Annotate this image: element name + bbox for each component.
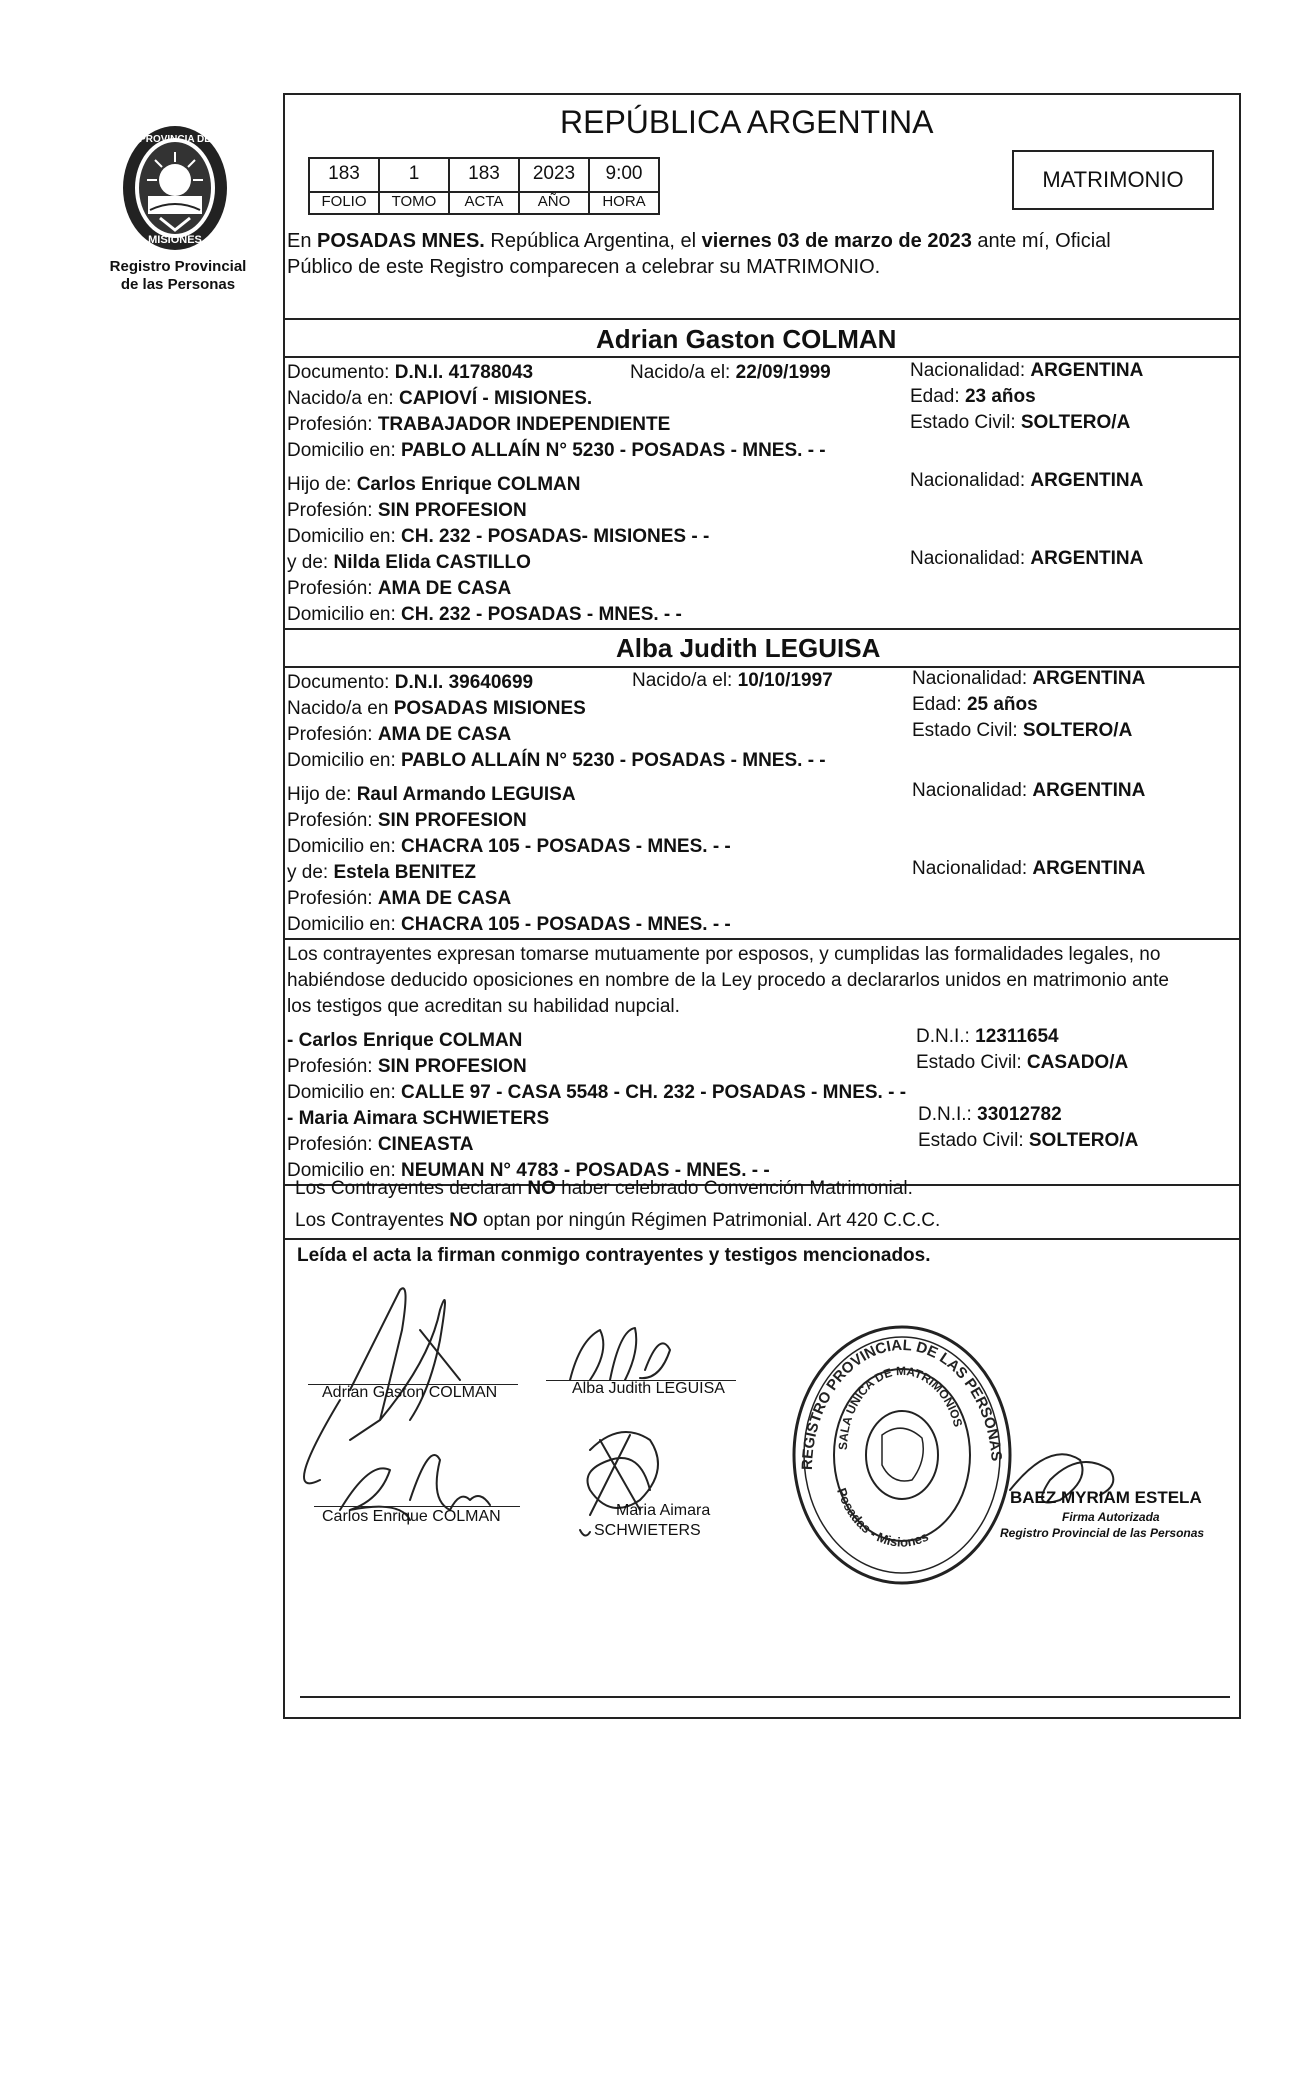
witness1-dni: D.N.I.: 12311654 [916, 1026, 1059, 1047]
witness2-profession: Profesión: CINEASTA [287, 1134, 474, 1155]
official-role: Firma Autorizada [1062, 1510, 1160, 1524]
divider [283, 938, 1241, 940]
spouse1-father: Hijo de: Carlos Enrique COLMAN [287, 474, 581, 495]
spouse2-mother-nationality: Nacionalidad: ARGENTINA [912, 858, 1146, 879]
witness2-address: Domicilio en: NEUMAN N° 4783 - POSADAS - MNES. - - [287, 1160, 770, 1181]
witness1-sign-line [314, 1506, 520, 1507]
record-year-value: 2023 [518, 157, 590, 193]
logo-caption-line2: de las Personas [120, 276, 236, 293]
spouse2-nationality: Nacionalidad: ARGENTINA [912, 668, 1146, 689]
spouse1-name: Adrian Gaston COLMAN [596, 324, 897, 354]
spouse2-address: Domicilio en: PABLO ALLAÍN N° 5230 - POSADAS - MNES. - - [287, 750, 826, 771]
divider [283, 356, 1241, 358]
spouse1-mother: y de: Nilda Elida CASTILLO [287, 552, 531, 573]
act-type-label: MATRIMONIO [1042, 167, 1184, 192]
spouse2-birth-date: Nacido/a el: 10/10/1997 [632, 670, 833, 691]
record-year-label: AÑO [518, 193, 590, 215]
spouse2-mother-address: Domicilio en: CHACRA 105 - POSADAS - MNES. - - [287, 914, 731, 935]
witness1-profession: Profesión: SIN PROFESION [287, 1056, 527, 1077]
record-hour-value: 9:00 [588, 157, 660, 193]
spouse1-signature-label: Adrian Gaston COLMAN [322, 1384, 498, 1401]
spouse2-father-nationality: Nacionalidad: ARGENTINA [912, 780, 1146, 801]
witness1-civil-status: Estado Civil: CASADO/A [916, 1052, 1129, 1073]
spouse1-address: Domicilio en: PABLO ALLAÍN N° 5230 - POSADAS - MNES. - - [287, 440, 826, 461]
signature-strokes [290, 1270, 1240, 1590]
spouse2-age: Edad: 25 años [912, 694, 1038, 715]
spouse1-mother-nationality: Nacionalidad: ARGENTINA [910, 548, 1144, 569]
witness2-signature-label-1: Maria Aimara [616, 1502, 711, 1519]
registry-stamp-icon [782, 1320, 1022, 1590]
divider [283, 1238, 1241, 1240]
record-folio-value: 183 [308, 157, 380, 193]
spouse2-document: Documento: D.N.I. 39640699 [287, 672, 534, 693]
spouse1-nationality: Nacionalidad: ARGENTINA [910, 360, 1144, 381]
spouse1-father-nationality: Nacionalidad: ARGENTINA [910, 470, 1144, 491]
intro-text-a: En [287, 230, 318, 252]
record-hour-label: HORA [588, 193, 660, 215]
intro-line1 [287, 230, 1111, 252]
witness2-signature-label-2: SCHWIETERS [594, 1522, 701, 1539]
spouse1-birth-place: Nacido/a en: CAPIOVÍ - MISIONES. [287, 388, 593, 409]
witness2-civil-status: Estado Civil: SOLTERO/A [918, 1130, 1139, 1151]
spouse1-father-profession: Profesión: SIN PROFESION [287, 500, 527, 521]
intro-place: POSADAS MNES. [317, 230, 485, 252]
spouse1-mother-profession: Profesión: AMA DE CASA [287, 578, 512, 599]
spouse1-document: Documento: D.N.I. 41788043 [287, 362, 534, 383]
spouse2-father-profession: Profesión: SIN PROFESION [287, 810, 527, 831]
record-tomo-value: 1 [378, 157, 450, 193]
spouse1-civil-status: Estado Civil: SOLTERO/A [910, 412, 1131, 433]
spouse1-profession: Profesión: TRABAJADOR INDEPENDIENTE [287, 414, 671, 435]
registry-stamp [782, 1320, 1022, 1590]
spouse1-father-address: Domicilio en: CH. 232 - POSADAS- MISIONES - - [287, 526, 710, 547]
spouse1-birth-date: Nacido/a el: 22/09/1999 [630, 362, 831, 383]
spouse2-mother-profession: Profesión: AMA DE CASA [287, 888, 512, 909]
witness1-signature-label: Carlos Enrique COLMAN [322, 1508, 501, 1525]
witness1-name: - Carlos Enrique COLMAN [287, 1030, 523, 1051]
declaration-line1: Los contrayentes expresan tomarse mutuamente por esposos, y cumplidas las formalidades legales, no [287, 944, 1161, 965]
spouse2-name: Alba Judith LEGUISA [616, 633, 881, 663]
divider [300, 1696, 1230, 1698]
registry-logo [110, 118, 240, 258]
spouse2-profession: Profesión: AMA DE CASA [287, 724, 512, 745]
reading-statement: Leída el acta la firman conmigo contrayentes y testigos mencionados. [297, 1245, 931, 1266]
divider [283, 318, 1241, 320]
record-tomo-label: TOMO [378, 193, 450, 215]
declaration-line3: los testigos que acreditan su habilidad nupcial. [287, 996, 680, 1017]
intro-line2: Público de este Registro comparecen a celebrar su MATRIMONIO. [287, 256, 881, 278]
witness1-address: Domicilio en: CALLE 97 - CASA 5548 - CH. 232 - POSADAS - MNES. - - [287, 1082, 907, 1103]
stamp-outer-text: REGISTRO PROVINCIAL DE LAS PERSONAS [798, 1336, 1005, 1471]
intro-text-c: ante mí, Oficial [971, 230, 1111, 252]
act-type-box [1012, 150, 1214, 210]
declaration-line2: habiéndose deducido oposiciones en nombre de la Ley procedo a declararlos unidos en matrimonio ante [287, 970, 1169, 991]
record-acta-value: 183 [448, 157, 520, 193]
official-organization: Registro Provincial de las Personas [1000, 1526, 1205, 1540]
seal-top-text: PROVINCIA DE [139, 134, 211, 145]
regime-line: Los Contrayentes NO optan por ningún Régimen Patrimonial. Art 420 C.C.C. [295, 1210, 941, 1231]
spouse2-civil-status: Estado Civil: SOLTERO/A [912, 720, 1133, 741]
record-folio-label: FOLIO [308, 193, 380, 215]
record-acta-label: ACTA [448, 193, 520, 215]
spouse2-father: Hijo de: Raul Armando LEGUISA [287, 784, 576, 805]
spouse1-age: Edad: 23 años [910, 386, 1036, 407]
official-name: BAEZ MYRIAM ESTELA [1010, 1488, 1202, 1507]
divider [283, 628, 1241, 630]
witness2-dni: D.N.I.: 33012782 [918, 1104, 1062, 1125]
logo-caption-line1: Registro Provincial [109, 258, 247, 275]
stamp-bottom-text: Posadas - Misiones [834, 1485, 931, 1550]
spouse2-father-address: Domicilio en: CHACRA 105 - POSADAS - MNES. - - [287, 836, 731, 857]
spouse2-signature-label: Alba Judith LEGUISA [572, 1380, 725, 1397]
svg-text:REGISTRO PROVINCIAL DE LAS PER [799, 1337, 1005, 1470]
spouse2-birth-place: Nacido/a en POSADAS MISIONES [287, 698, 586, 719]
witness2-name: - Maria Aimara SCHWIETERS [287, 1108, 550, 1129]
spouse1-mother-address: Domicilio en: CH. 232 - POSADAS - MNES. - - [287, 604, 682, 625]
country-title: REPÚBLICA ARGENTINA [560, 104, 934, 140]
intro-text-b: República Argentina, el [484, 230, 702, 252]
seal-bottom-text: MISIONES [148, 234, 202, 246]
svg-text:SALA ÚNICA DE MATRIMONIOS [836, 1364, 965, 1450]
convention-line: Los Contrayentes declaran NO haber celebrado Convención Matrimonial. [295, 1178, 913, 1199]
spouse2-mother: y de: Estela BENITEZ [287, 862, 477, 883]
stamp-inner-text: SALA ÚNICA DE MATRIMONIOS [835, 1363, 966, 1451]
intro-date: viernes 03 de marzo de 2023 [701, 230, 972, 252]
